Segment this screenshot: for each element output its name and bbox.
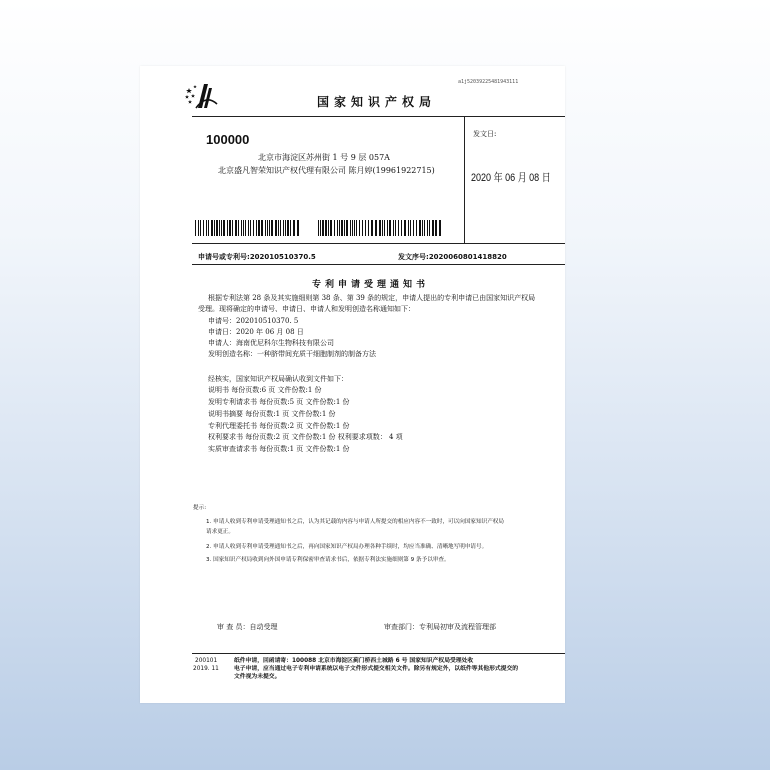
field-application-date: 申请日：2020 年 06 月 08 日 xyxy=(208,328,304,336)
barcode-bar xyxy=(287,220,289,236)
cnipa-logo-icon xyxy=(184,82,218,110)
document-item: 专利代理委托书 每份页数:2 页 文件份数:1 份 xyxy=(208,422,350,430)
barcode-bar xyxy=(362,220,363,236)
header-divider xyxy=(464,116,465,243)
barcode-bar xyxy=(368,220,369,236)
barcode-bar xyxy=(424,220,425,236)
number-rule xyxy=(192,264,565,265)
barcode-bar xyxy=(267,220,268,236)
document-item: 说明书 每份页数:6 页 文件份数:1 份 xyxy=(208,386,322,394)
footer-line-1: 纸件申请，回函请寄：100088 北京市海淀区蓟门桥西土城路 6 号 国家知识产权局受理处收 xyxy=(234,658,474,664)
examiner: 审 查 员：自动受理 xyxy=(217,623,278,631)
barcode-bar xyxy=(384,220,385,236)
barcode-bar xyxy=(439,220,441,236)
barcode-bar xyxy=(285,220,286,236)
footer-rule xyxy=(192,653,565,654)
barcode-bar xyxy=(344,220,345,236)
tip-item: 1. 申请人收到专利申请受理通知书之后，认为其记载的内容与申请人所提交的相应内容不一致时，可以向国家知识产权局 xyxy=(206,519,504,525)
office-name: 国家知识产权局 xyxy=(317,95,437,109)
barcode-bar xyxy=(238,220,239,236)
postal-code: 100000 xyxy=(206,132,250,147)
barcode-bar xyxy=(271,220,273,236)
barcode-bar xyxy=(198,220,199,236)
header-rule xyxy=(192,116,565,117)
barcode-bar xyxy=(223,220,225,236)
barcode-bar xyxy=(413,220,414,236)
barcode-bar xyxy=(365,220,366,236)
barcode-bar xyxy=(320,220,321,236)
barcode-bar xyxy=(283,220,284,236)
barcode-bar xyxy=(200,220,201,236)
barcode-bar xyxy=(389,220,391,236)
barcode-bar xyxy=(379,220,381,236)
application-number-row xyxy=(198,252,316,262)
barcode-bar xyxy=(408,220,409,236)
barcode-bar xyxy=(393,220,394,236)
barcode-bar xyxy=(248,220,249,236)
application-number: 202010510370.5 xyxy=(249,253,316,261)
documents-intro: 经核实，国家知识产权局确认收到文件如下： xyxy=(208,375,348,383)
barcode-bar xyxy=(334,220,335,236)
recipient-address: 北京市海淀区苏州街 1 号 9 层 057A xyxy=(258,153,390,162)
barcode-bar xyxy=(214,220,215,236)
tip-item: 2. 申请人收到专利申请受理通知书之后，再向国家知识产权局办理各种手续时，均应当准确、清晰地写明申请号。 xyxy=(206,544,488,550)
barcode-bar xyxy=(395,220,396,236)
send-date: 2020 年 06 月 08 日 xyxy=(471,172,551,184)
barcode-bar xyxy=(339,220,340,236)
document-item: 权利要求书 每份页数:2 页 文件份数:1 份 权利要求项数： 4 项 xyxy=(208,433,403,441)
notice-document xyxy=(140,66,565,703)
barcode-bar xyxy=(404,220,406,236)
barcode-bar xyxy=(261,220,263,236)
barcode-bar xyxy=(419,220,421,236)
intro-line-1: 根据专利法第 28 条及其实施细则第 38 条、第 39 条的规定，申请人提出的专利申请已由国家知识产权局 xyxy=(208,294,536,302)
tips-label: 提示: xyxy=(193,505,207,511)
document-item: 发明专利请求书 每份页数:5 页 文件份数:1 份 xyxy=(208,398,350,406)
barcode-bar xyxy=(269,220,270,236)
address-rule xyxy=(192,243,565,244)
barcode-bar xyxy=(206,220,207,236)
barcode-bar xyxy=(341,220,343,236)
barcode-bar xyxy=(195,220,196,236)
barcode-bar xyxy=(435,220,437,236)
barcode-bar xyxy=(328,220,329,236)
barcode-bar xyxy=(352,220,353,236)
barcode-bar xyxy=(429,220,430,236)
tip-item: 3. 国家知识产权局收到向外国申请专利保密审查请求书后，依据专利法实施细则第 9 条予以审查。 xyxy=(206,557,450,563)
barcode-bar xyxy=(203,220,204,236)
application-number-label: 申请号或专利号: xyxy=(198,253,250,261)
barcode-bar xyxy=(235,220,237,236)
field-applicant: 申请人：海南优尼科尔生物科技有限公司 xyxy=(208,339,334,347)
barcode-bar xyxy=(208,220,209,236)
barcode-bar xyxy=(330,220,332,236)
barcode-bar xyxy=(422,220,423,236)
barcode-bar xyxy=(354,220,355,236)
barcode-bar xyxy=(410,220,411,236)
barcode-left xyxy=(195,220,299,236)
barcode-bar xyxy=(241,220,242,236)
barcode-bar xyxy=(356,220,357,236)
barcode-bar xyxy=(250,220,251,236)
barcode-bar xyxy=(293,220,295,236)
barcode-bar xyxy=(401,220,402,236)
recipient-agency: 北京盛凡智荣知识产权代理有限公司 陈月婷(19961922715) xyxy=(218,166,435,175)
intro-line-2: 受理。现将确定的申请号、申请日、申请人和发明创造名称通知如下： xyxy=(198,305,415,313)
barcode-bar xyxy=(350,220,351,236)
barcode-bar xyxy=(280,220,281,236)
tip-item: 请求更正。 xyxy=(206,529,234,535)
barcode-bar xyxy=(325,220,327,236)
form-code: 200101 xyxy=(195,658,218,664)
barcode-bar xyxy=(398,220,399,236)
barcode-bar xyxy=(290,220,291,236)
barcode-bar xyxy=(216,220,218,236)
document-item: 说明书摘要 每份页数:1 页 文件份数:1 份 xyxy=(208,410,336,418)
field-application-number: 申请号：202010510370. 5 xyxy=(208,317,299,325)
barcode-bar xyxy=(275,220,277,236)
barcode-bar xyxy=(322,220,324,236)
barcode-bar xyxy=(382,220,383,236)
barcode-bar xyxy=(243,220,244,236)
barcode-bar xyxy=(211,220,213,236)
form-version: 2019. 11 xyxy=(193,666,219,672)
barcode-bar xyxy=(256,220,257,236)
send-number: 2020060801418820 xyxy=(428,253,507,261)
send-number-row xyxy=(398,252,507,262)
send-date-label: 发文日: xyxy=(473,130,497,138)
barcode-bar xyxy=(387,220,388,236)
notice-title: 专利申请受理通知书 xyxy=(312,280,430,290)
barcode-bar xyxy=(258,220,260,236)
barcode-right xyxy=(318,220,442,236)
examining-department: 审查部门：专利局初审及流程管理部 xyxy=(384,623,496,631)
footer-line-3: 文件视为未提交。 xyxy=(234,674,281,680)
barcode-bar xyxy=(253,220,254,236)
barcode-bar xyxy=(416,220,417,236)
footer-line-2: 电子申请，应当通过电子专利申请系统以电子文件形式提交相关文件。除另有规定外，以纸件等其他形式提交的 xyxy=(234,666,519,672)
document-item: 实质审查请求书 每份页数:1 页 文件份数:1 份 xyxy=(208,445,350,453)
barcode-bar xyxy=(219,220,220,236)
barcode-bar xyxy=(265,220,266,236)
barcode-bar xyxy=(278,220,279,236)
barcode-bar xyxy=(297,220,299,236)
barcode-bar xyxy=(346,220,348,236)
field-invention-title: 发明创造名称：一种脐带间充质干细胞制剂的制备方法 xyxy=(208,350,376,358)
document-serial: a1j52039225481943111 xyxy=(458,79,519,85)
barcode-bar xyxy=(221,220,222,236)
barcode-bar xyxy=(432,220,434,236)
barcode-bar xyxy=(318,220,319,236)
barcode-bar xyxy=(245,220,246,236)
barcode-bar xyxy=(359,220,360,236)
barcode-bar xyxy=(427,220,428,236)
barcode-bar xyxy=(371,220,373,236)
barcode-bar xyxy=(227,220,228,236)
send-number-label: 发文序号: xyxy=(398,253,429,261)
barcode-bar xyxy=(232,220,233,236)
barcode-bar xyxy=(375,220,377,236)
barcode-bar xyxy=(229,220,231,236)
barcode-bar xyxy=(337,220,338,236)
